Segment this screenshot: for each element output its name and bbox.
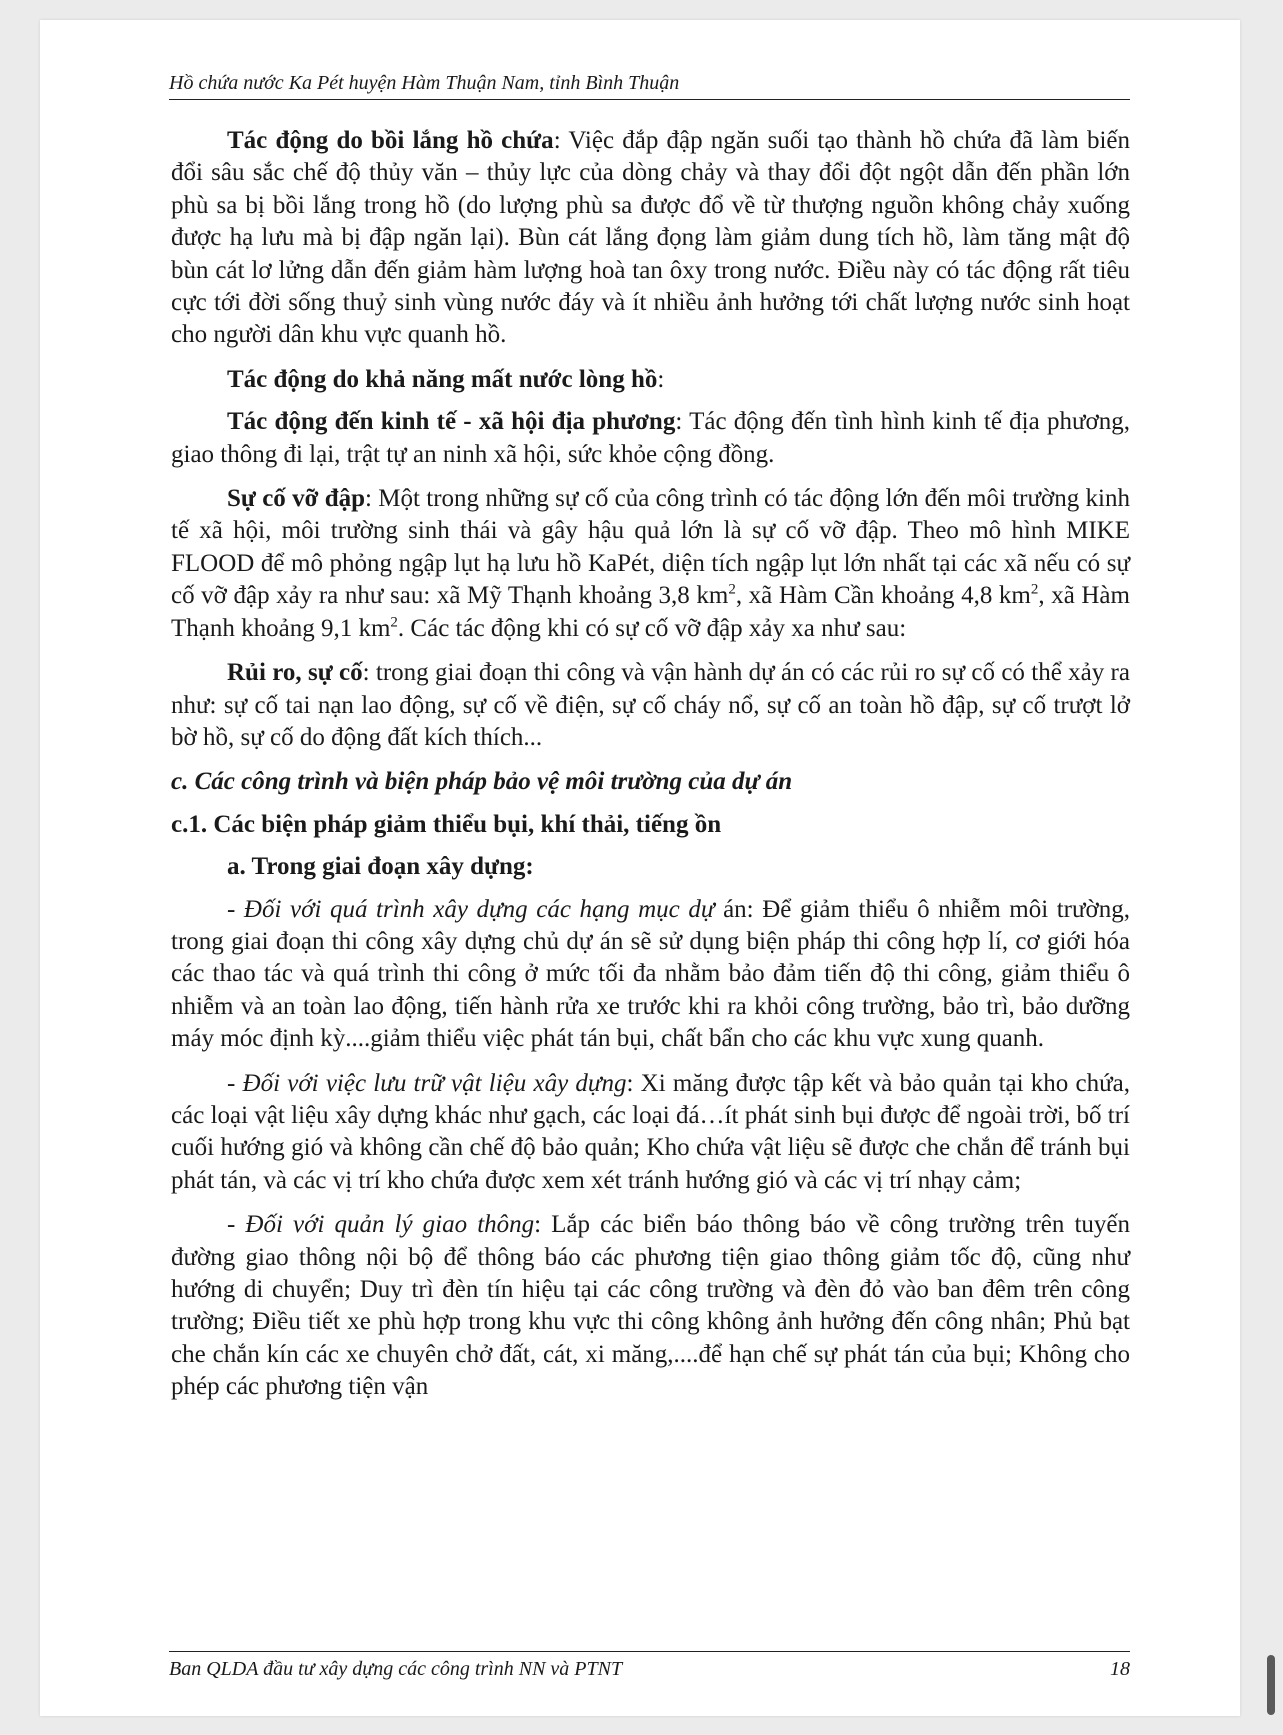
bullet-lead: Đối với việc lưu trữ vật liệu xây dựng [242, 1069, 627, 1097]
paragraph-water-loss: Tác động do khả năng mất nước lòng hồ: [227, 365, 665, 393]
paragraph-lead: Rủi ro, sự cố [227, 659, 363, 687]
bullet-construction: - Đối với quá trình xây dựng các hạng mục dự án: Để giảm thiểu ô nhiễm môi trường, trong giai đoạn thi công xây dựng chủ dự án sẽ sử dụng biện pháp thi công hợp lí, cơ giới hóa các thao tác và quá trình thi công ở mức tối đa nhằm bảo đảm tiến độ thi công, giảm thiểu ô nhiễm và an toàn lao động, tiến hành rửa xe trước khi ra khỏi công trường, bảo trì, bảo dưỡng máy móc định kỳ....giảm thiểu việc phát tán bụi, chất bẩn cho các khu vực xung quanh. [171, 895, 1131, 1053]
page-number: 18 [1110, 1658, 1130, 1680]
paragraph-sedimentation: Tác động do bồi lắng hồ chứa: Việc đắp đập ngăn suối tạo thành hồ chứa đã làm biến đổi sâu sắc chế độ thủy văn – thủy lực của dòng chảy và thay đổi đột ngột dẫn đến phần lớn phù sa bị bồi lắng trong hồ (do lượng phù sa được đổ về từ thượng nguồn không chảy xuống được hạ lưu mà bị đập ngăn lại). Bùn cát lắng đọng làm giảm dung tích hồ, làm tăng mật độ bùn cát lơ lửng dẫn đến giảm hàm lượng hoà tan ôxy trong nước. Điều này có tác động rất tiêu cực tới đời sống thuỷ sinh vùng nước đáy và ít nhiều ảnh hưởng tới chất lượng nước sinh hoạt cho người dân khu vực quanh hồ. [171, 127, 1130, 349]
footer-organization: Ban QLDA đầu tư xây dựng các công trình NN và PTNT [169, 1658, 623, 1680]
paragraph-lead: Sự cố vỡ đập [227, 485, 366, 513]
bullet-storage: - Đối với việc lưu trữ vật liệu xây dựng: Xi măng được tập kết và bảo quản tại kho chứa, các loại vật liệu xây dựng khác như gạch, các loại đá…ít phát sinh bụi được để ngoài trời, bố trí cuối hướng gió và không cần chế độ bảo quản; Kho chứa vật liệu sẽ được che chắn để tránh bụi phát tán, và các vị trí kho chứa được xem xét tránh hướng gió và các vị trí nhạy cảm; [171, 1069, 1130, 1194]
section-heading-c: c. Các công trình và biện pháp bảo vệ môi trường của dự án [171, 768, 793, 796]
page-header: Hồ chứa nước Ka Pét huyện Hàm Thuận Nam, tỉnh Bình Thuận [169, 72, 1130, 100]
paragraph-risks: Rủi ro, sự cố: trong giai đoạn thi công và vận hành dự án có các rủi ro sự cố có thể xảy ra như: sự cố tai nạn lao động, sự cố về điện, sự cố cháy nổ, sự cố an toàn hồ đập, sự cố trượt lở bờ hồ, sự cố do động đất kích thích... [171, 659, 1130, 751]
paragraph-lead: Tác động do bồi lắng hồ chứa [227, 127, 554, 154]
section-heading-c1: c.1. Các biện pháp giảm thiểu bụi, khí thải, tiếng ồn [171, 810, 722, 838]
paragraph-lead: Tác động đến kinh tế - xã hội địa phương [227, 408, 676, 436]
page-footer [169, 1651, 1130, 1681]
paragraph-lead: Tác động do khả năng mất nước lòng hồ [227, 365, 658, 393]
bullet-lead: Đối với quá trình xây dựng các hạng mục dự [243, 895, 715, 923]
section-heading-a: a. Trong giai đoạn xây dựng: [227, 853, 534, 881]
bullet-lead: Đối với quản lý giao thông [245, 1211, 535, 1239]
bullet-traffic: - Đối với quản lý giao thông: Lắp các biển báo thông báo về công trường trên tuyến đường giao thông nội bộ để thông báo các phương tiện giao thông giảm tốc độ, cũng như hướng di chuyển; Duy trì đèn tín hiệu tại các công trường và đèn đỏ vào ban đêm trên công trường; Điều tiết xe phù hợp trong khu vực thi công không ảnh hưởng đến công nhân; Phủ bạt che chắn kín các xe chuyên chở đất, cát, xi măng,....để hạn chế sự phát tán của bụi; Không cho phép các phương tiện vận [171, 1211, 1130, 1401]
document-body [171, 125, 1130, 1416]
paragraph-socioeconomic: Tác động đến kinh tế - xã hội địa phương: Tác động đến tình hình kinh tế địa phương, giao thông đi lại, trật tự an ninh xã hội, sức khỏe cộng đồng. [171, 408, 1130, 468]
paragraph-dam-failure: Sự cố vỡ đập: Một trong những sự cố của công trình có tác động lớn đến môi trường kinh tế xã hội, môi trường sinh thái và gây hậu quả lớn là sự cố vỡ đập. Theo mô hình MIKE FLOOD để mô phỏng ngập lụt hạ lưu hồ KaPét, diện tích ngập lụt lớn nhất tại các xã nếu có sự cố vỡ đập xảy ra như sau: xã Mỹ Thạnh khoảng 3,8 $km^2$, xã Hàm Cần khoảng 4,8 $km^2$, xã Hàm Thạnh khoảng 9,1 $km^2$. Các tác động khi có sự cố vỡ đập xảy xa như sau: [171, 485, 1130, 642]
scrollbar-thumb[interactable] [1267, 1655, 1275, 1715]
